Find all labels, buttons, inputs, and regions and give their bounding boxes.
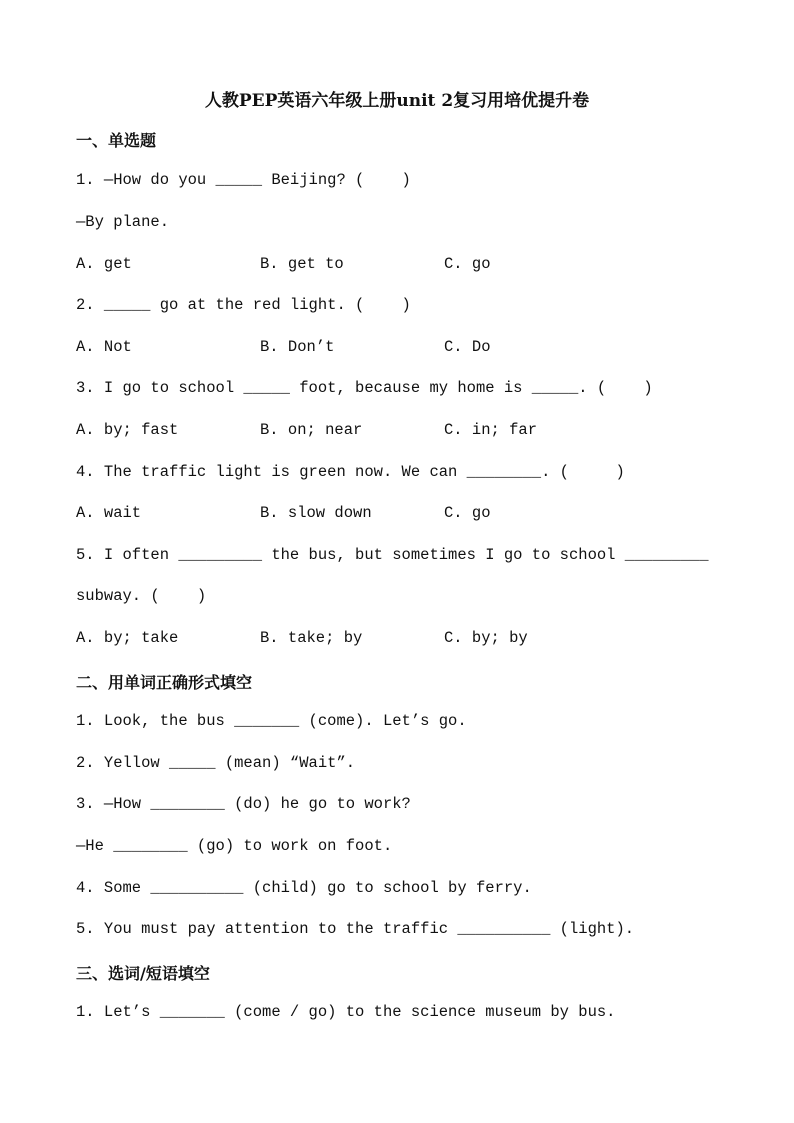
option-c: C. Do — [444, 338, 491, 356]
question-3-1: 1. Let’s _______ (come / go) to the science museum by bus. — [76, 1003, 616, 1021]
question-2-3: 3. —How ________ (do) he go to work? — [76, 795, 411, 813]
option-c: C. by; by — [444, 629, 528, 647]
question-1-5: 5. I often _________ the bus, but sometimes I go to school _________ — [76, 546, 709, 564]
option-b: B. Don’t — [260, 338, 335, 356]
option-a: A. by; fast — [76, 421, 179, 439]
question-1-4: 4. The traffic light is green now. We can ________. ( ) — [76, 463, 625, 481]
option-b: B. slow down — [260, 504, 372, 522]
option-c: C. go — [444, 255, 491, 273]
question-2-2: 2. Yellow _____ (mean) “Wait”. — [76, 754, 356, 772]
page-title: 人教PEP英语六年级上册unit 2复习用培优提升卷 — [204, 91, 590, 111]
question-1-2: 2. _____ go at the red light. ( ) — [76, 296, 411, 314]
option-b: B. take; by — [260, 629, 363, 647]
question-2-1: 1. Look, the bus _______ (come). Let’s go. — [76, 712, 467, 730]
section-heading-3: 三、选词/短语填空 — [76, 964, 210, 983]
option-c: C. go — [444, 504, 491, 522]
option-a: A. wait — [76, 504, 142, 522]
option-a: A. Not — [76, 338, 132, 356]
option-c: C. in; far — [444, 421, 538, 439]
option-a: A. by; take — [76, 629, 179, 647]
question-2-4: 4. Some __________ (child) go to school by ferry. — [76, 879, 532, 897]
question-2-3-answer-hint: —He ________ (go) to work on foot. — [76, 837, 393, 855]
section-heading-2: 二、用单词正确形式填空 — [76, 673, 253, 692]
question-2-5: 5. You must pay attention to the traffic __________ (light). — [76, 920, 635, 938]
section-heading-1: 一、单选题 — [76, 131, 157, 150]
option-b: B. on; near — [260, 421, 363, 439]
question-1-3: 3. I go to school _____ foot, because my home is _____. ( ) — [76, 379, 653, 397]
question-1-5-continued: subway. ( ) — [76, 587, 207, 605]
question-1-1: 1. —How do you _____ Beijing? ( ) — [76, 171, 411, 189]
option-a: A. get — [76, 255, 132, 273]
option-b: B. get to — [260, 255, 344, 273]
question-1-1-answer-hint: —By plane. — [76, 213, 170, 231]
